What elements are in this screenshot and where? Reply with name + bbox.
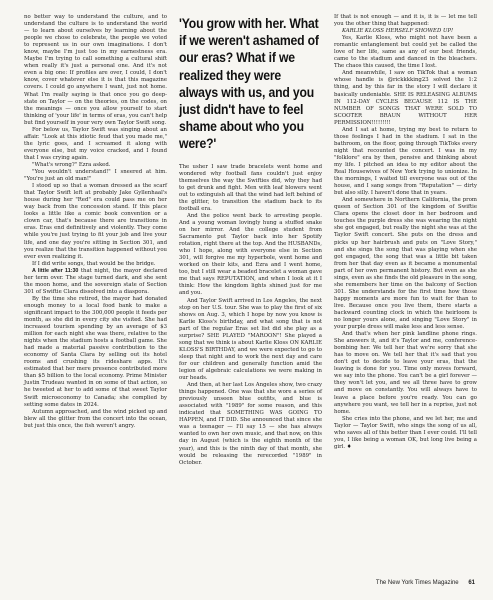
body-paragraph [334, 35, 477, 70]
pull-quote: 'You grow with her. What if we weren't ashamed of our eras? What if we realized they were always with us, and you just didn't have to feel shame about who you were?' [179, 16, 319, 153]
body-paragraph [179, 164, 322, 213]
body-paragraph [24, 261, 167, 268]
paragraph-text: If I did write songs, that would be the bridge. [32, 260, 156, 267]
paragraph-text: By the time she retired, the mayor had donated enough money to a local food bank to make a significant impact to the 300,000 people it feeds per month, as she did in every city she visited. She had increased tourism spending by an average of $3 million for each night she was there, relative to the nights when the stadium hosts a football game. She had made a material passive contribution to the economy of Santa Clara by selling out its hotel rooms and crushing its rideshare apps. It's estimated that her mere presence contributed more than $5 billion to the local economy. Prime Minister Justin Trudeau wanted in on some of that action, so he tweeted at her to add some of that sweet Taylor Swift microeconomy to Canada; she complied by setting some dates in 2024. [24, 295, 167, 408]
paragraph-text: And meanwhile, I saw on TikTok that a woman whose handle is @rickkkking23 solved the 1:2 thing, and by this far in the story I will declare it basically undeniable. SHE IS RELEASING ALBUMS IN 112-DAY CYCLES BECAUSE 112 IS THE NUMBER OF SONGS THAT WERE SOLD TO SCOOTER BRAUN WITHOUT HER PERMISSION!!!!!!!!! [334, 70, 477, 126]
paragraph-text: Autumn approached, and the wind picked up and blew all the glitter from the concert into the ocean, but just this once, the fish weren't angry. [24, 408, 167, 429]
body-paragraph [179, 298, 322, 383]
paragraph-text: "What's wrong?" Ezra asked. [32, 161, 111, 168]
paragraph-text: If that is not enough — and it is, it is — let me tell you the other thing that happened: [334, 14, 477, 28]
column-right [334, 14, 477, 451]
body-paragraph [334, 416, 477, 451]
paragraph-text: I stood up so that a woman dressed as the scarf that Taylor Swift left at probably Jake Gyllenhaal's house during her "Red" era could pass me on her way back from the concession stand. If this place looks a little like a comic book convention or a clown car, that's because there are transitions in eras. Eras end definitively and violently. They come while you're just trying to fit your job and live your life, and one day you're sitting in Section 301, and you realize that the transition happened without you ever even realizing it. [24, 183, 167, 260]
body-paragraph [24, 14, 167, 127]
paragraph-text: KARLIE KLOSS HERSELF SHOWED UP! [342, 28, 454, 35]
body-paragraph [24, 169, 167, 183]
paragraph-text: For below us, Taylor Swift was singing about an affair. "Look at this idiotic feud that you made me," the lyric goes, and I screamed it along with everyone else, but my voice cracked, and I found that I was crying again. [24, 126, 167, 161]
paragraph-text: "You wouldn't understand!" I sneered at him. "You're just an old man!" [24, 169, 167, 183]
body-paragraph [334, 127, 477, 197]
section-lead-in: A little after 11:30 [32, 267, 79, 274]
paragraph-text: that night, the mayor declared her term over. The stage turned dark, and she sent the moon home, and the sovereign state of Section 301 of Swiftie Clara dissolved into a diaspora. [24, 267, 167, 295]
body-paragraph [24, 409, 167, 430]
body-paragraph [179, 382, 322, 467]
paragraph-text: And that's when her pink landline phone rings. She answers it, and it's Taylor and me, conference-bombing her. We tell her that we're sorry that she has to move on. We tell her that it's sad that you don't get to decide to leave your eras, that the leaving is done for you. Time only moves forward, we say into the phone. You can't be a girl forever — they won't let you, and we all three have to grow and move on constantly. You will always have to leave a place before you're ready. You can go anywhere you want, we tell her in a reprise, just not home. [334, 331, 477, 415]
column-middle [179, 14, 322, 467]
column-left [24, 14, 167, 430]
paragraph-text: And Taylor Swift arrived in Los Angeles, the next stop on her U.S. tour. She was to play the first of six shows on Aug. 3, which I hope by now you know is Karlie Kloss's birthday, and what song that is not part of the regular Eras set list did she play as a surprise? SHE PLAYED "MAROON"! She played a song that we think is about Karlie Kloss ON KARLIE KLOSS'S BIRTHDAY, and we were expected to go to sleep that night and to work the next day and care for our children and generally function amid the legion of algebraic calculations we were making in our heads. [179, 297, 322, 382]
article-page [24, 14, 476, 574]
paragraph-text: She cries into the phone, and we let her, me and Taylor — Taylor Swift, who sings the song of us all, who saves all of this better than I ever could. I'll tell you, I like being a woman OK, but long live being a girl. ♦ [334, 415, 477, 450]
body-paragraph [24, 162, 167, 169]
body-paragraph [334, 14, 477, 28]
paragraph-text: no better way to understand the culture, and to understand the culture is to understand the world — to learn about ourselves by learning about the people we chose to celebrate, the people we voted to represent us in our own imaginations. I don't know, maybe I'm just too in my earnestness era. Maybe I'm trying to call something a cultural shift when really it's just a personal one. And it's not even a big one: If profiles are over, I could, I don't know, cover whatever else it is that this magazine covers. I could go anywhere I want, just not home. What I'm really saying is that once you go deep-state on Taylor — on the theories, on the codes, on the meanings — once you allow yourself to start thinking of 'your life' in terms of eras, you can't help but find yourself in your very own Taylor Swift song. [24, 14, 167, 126]
body-paragraph [24, 296, 167, 409]
body-paragraph [24, 183, 167, 261]
publication-name: The New York Times Magazine [375, 580, 459, 586]
paragraph-text: Yes, Karlie Kloss, who might not have been a romantic entanglement but could yet be called the love of her life, same as any of our best friends, came to the stadium and danced in the bleachers. The chaos this caused, the time I lost. [334, 35, 477, 70]
body-paragraph [334, 28, 477, 35]
paragraph-text: And I sat at home, trying my best to return to those feelings I had in the stadium. I sat in the bathroom, on the floor, going through TikToks every night that recounted the concert. I was in my "folklore" era by then, pensive and thinking about my life. I pitched an idea to my editor about the Real Housewives of New York trying to unionize. In the mornings, I waited till everyone was out of the house, and I sang songs from "Reputation" — dirty but also silly. I haven't done that in years. [334, 126, 477, 197]
body-paragraph [179, 213, 322, 298]
body-paragraph [334, 331, 477, 416]
body-paragraph [334, 197, 477, 331]
paragraph-text: The usher I saw trade bracelets went home and wondered why football fans couldn't just enjoy themselves the way the Swifties did, why they had to get drunk and fight. Men with leaf blowers went out to extinguish all that the wind had left behind of the glitter, to transition the stadium back to its football era. [179, 163, 322, 212]
body-paragraph [334, 70, 477, 126]
paragraph-text: And then, at her last Los Angeles show, two crazy things happened. One was that she wore a series of previously unseen blue outfits, and blue is associated with "1989" for some reason, and this indicated that SOMETHING WAS GOING TO HAPPEN, and IT DID. She announced that since she was a teenager — I'll say 15 — she has always wanted to own her own music, and that now, on this day in August (which is the eighth month of the year), and this is the ninth day of that month, she would be releasing the rerecorded "1989" in October. [179, 382, 322, 466]
paragraph-text: And the police went back to arresting people. And a young woman lovingly hung a stuffed snake on her mirror. And the college student from Sacramento put Taylor back into her Spotify rotation, right there at the top. And the HUSBANDs, who I hope, along with everyone else in Section 301, will forgive me my hyperbole, went home and worked on their kits, and Ezra and I went home, too, but I still wear a beaded bracelet a woman gave me that says REPUTATION, and when I look at it I think: How the kingdom lights shined just for me and you. [179, 212, 322, 297]
paragraph-text: And somewhere in Northern California, the prom queen of Section 301 of the kingdom of Swiftie Clara opens the closet door in her bedroom and touches the purple dress she was wearing the night she got engaged, but really the night she was at the Taylor Swift concert. She puts on the dress and picks up her hairbrush and puts on "Love Story," and she sings the song that was playing when she got engaged, the song that was a little bit taken from her that day even as it became a monumental part of her own permanent history. But even as she sings, even as she finds the old pleasure in the song, she remembers her time on the balcony of Section 301. She understands for the first time how those happy moments are more fun to wait for than to live. Because once you live them, there starts a backward counting clock in which the heirloom is no longer yours alone, and singing "Love Story" in your purple dress will make less and less sense. [334, 197, 477, 331]
page-footer [376, 580, 475, 586]
body-paragraph [24, 127, 167, 162]
body-paragraph [24, 268, 167, 296]
page-number: 61 [468, 580, 475, 586]
